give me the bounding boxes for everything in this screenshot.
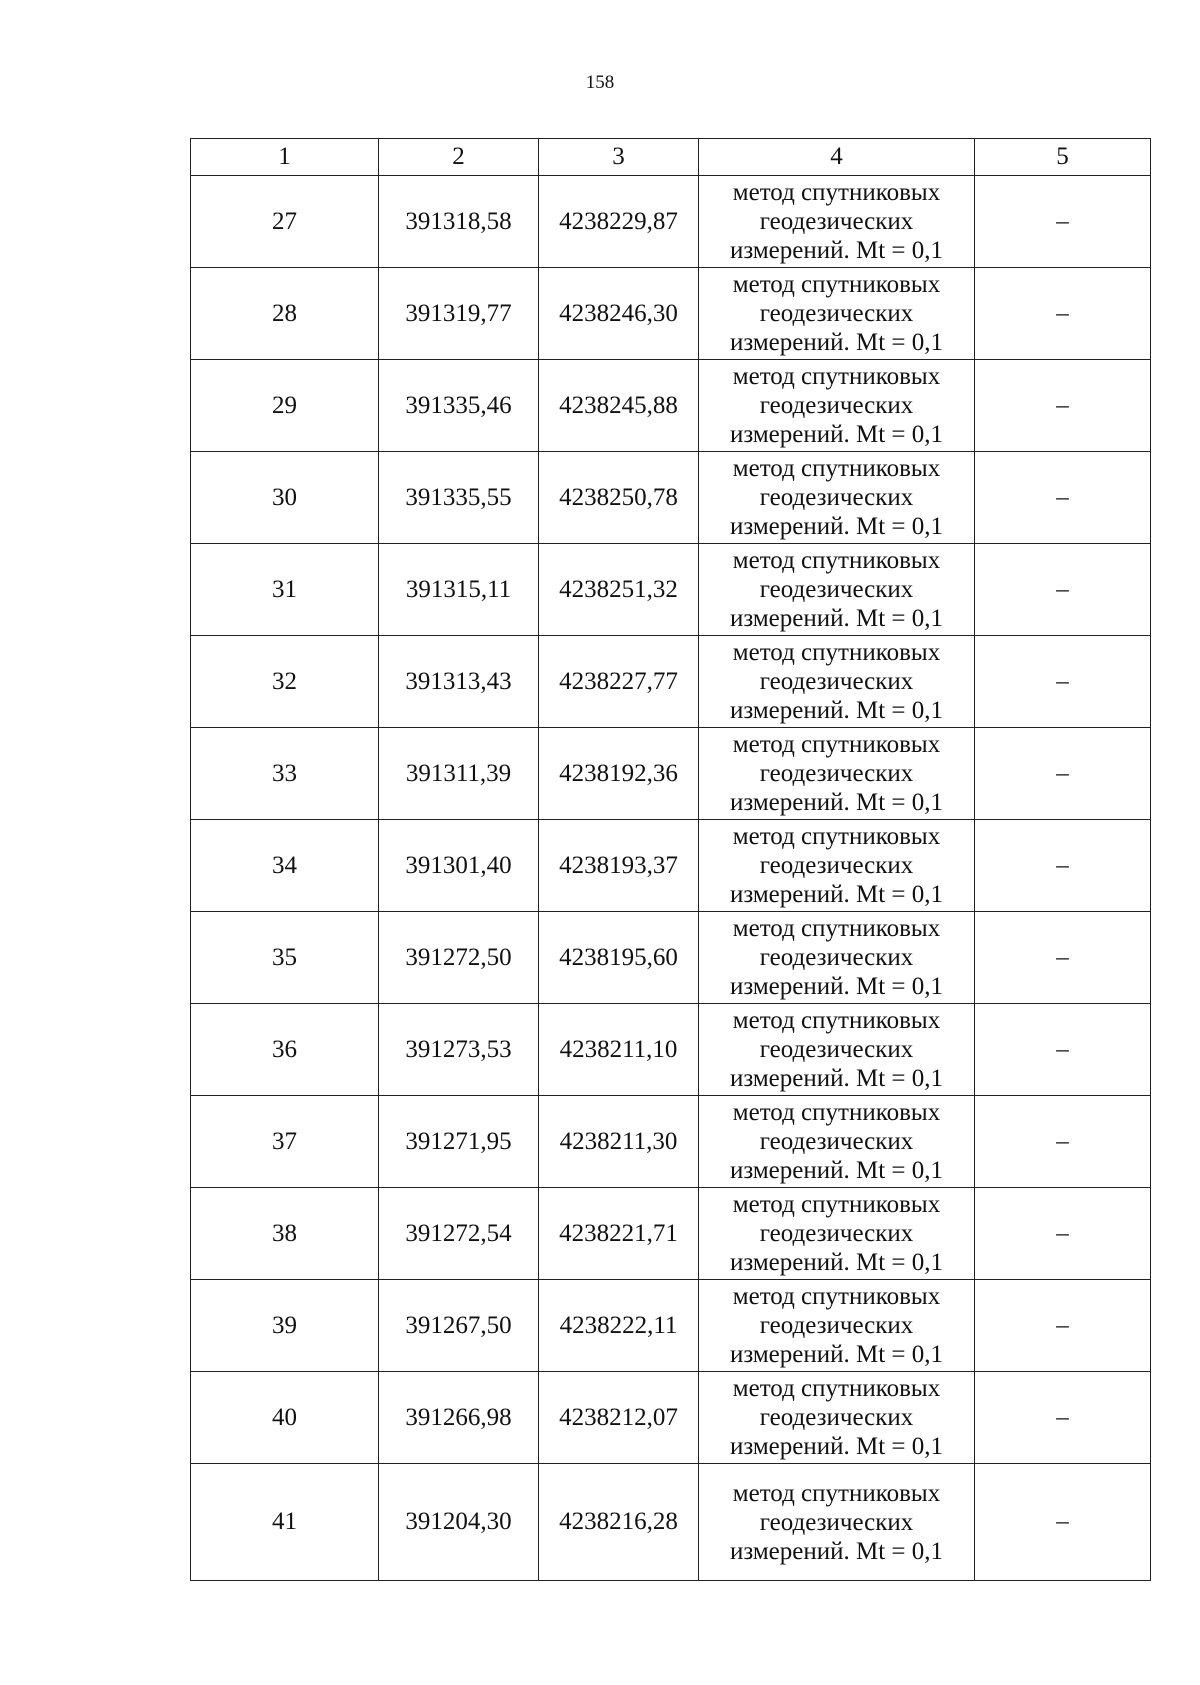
method-line-2: геодезических [759, 392, 914, 419]
coordinate-x: 391204,30 [379, 1464, 539, 1581]
method-line-1: метод спутниковых [732, 363, 941, 390]
coordinate-x: 391301,40 [379, 820, 539, 912]
description-cell: – [975, 728, 1151, 820]
coordinate-y: 4238212,07 [539, 1372, 699, 1464]
coordinate-x: 391315,11 [379, 544, 539, 636]
coordinate-x: 391266,98 [379, 1372, 539, 1464]
coordinate-x: 391271,95 [379, 1096, 539, 1188]
method-line-3: измерений. Mt = 0,1 [729, 973, 944, 1000]
method-cell [699, 452, 975, 544]
coordinate-y: 4238211,10 [539, 1004, 699, 1096]
method-cell [699, 1004, 975, 1096]
table-row [191, 1188, 1151, 1280]
method-line-2: геодезических [759, 1128, 914, 1155]
method-line-1: метод спутниковых [732, 179, 941, 206]
method-cell [699, 268, 975, 360]
method-cell [699, 912, 975, 1004]
table-row [191, 452, 1151, 544]
table-row [191, 1464, 1151, 1581]
method-line-2: геодезических [759, 1404, 914, 1431]
method-line-3: измерений. Mt = 0,1 [729, 789, 944, 816]
point-number: 41 [191, 1464, 379, 1581]
method-line-2: геодезических [759, 1508, 914, 1536]
point-number: 33 [191, 728, 379, 820]
method-cell [699, 1188, 975, 1280]
column-header-3: 3 [539, 139, 699, 176]
method-line-3: измерений. Mt = 0,1 [729, 1433, 944, 1460]
description-cell: – [975, 1004, 1151, 1096]
table-row [191, 728, 1151, 820]
coordinate-x: 391335,46 [379, 360, 539, 452]
method-cell [699, 1372, 975, 1464]
description-cell: – [975, 912, 1151, 1004]
method-line-2: геодезических [759, 1036, 914, 1063]
table-row [191, 820, 1151, 912]
coordinate-y: 4238245,88 [539, 360, 699, 452]
description-cell: – [975, 1188, 1151, 1280]
method-line-1: метод спутниковых [732, 547, 941, 574]
coordinate-y: 4238216,28 [539, 1464, 699, 1581]
coordinates-table [190, 138, 1151, 1581]
method-line-2: геодезических [759, 668, 914, 695]
method-line-1: метод спутниковых [732, 1283, 941, 1310]
method-line-2: геодезических [759, 1220, 914, 1247]
coordinate-x: 391272,54 [379, 1188, 539, 1280]
coordinate-y: 4238222,11 [539, 1280, 699, 1372]
table-row [191, 636, 1151, 728]
description-cell: – [975, 820, 1151, 912]
method-line-3: измерений. Mt = 0,1 [729, 1065, 944, 1092]
table-row [191, 360, 1151, 452]
point-number: 31 [191, 544, 379, 636]
coordinate-y: 4238211,30 [539, 1096, 699, 1188]
table-header-row [191, 139, 1151, 176]
description-cell: – [975, 360, 1151, 452]
method-line-3: измерений. Mt = 0,1 [729, 881, 944, 908]
method-line-1: метод спутниковых [732, 639, 941, 666]
coordinate-x: 391335,55 [379, 452, 539, 544]
page-number: 158 [585, 72, 615, 93]
method-line-3: измерений. Mt = 0,1 [729, 697, 944, 724]
column-header-5: 5 [975, 139, 1151, 176]
method-cell [699, 728, 975, 820]
description-cell: – [975, 636, 1151, 728]
point-number: 36 [191, 1004, 379, 1096]
method-cell [699, 1096, 975, 1188]
method-line-2: геодезических [759, 576, 914, 603]
coordinate-y: 4238229,87 [539, 176, 699, 268]
method-line-2: геодезических [759, 300, 914, 327]
table-row [191, 176, 1151, 268]
method-line-1: метод спутниковых [732, 1375, 941, 1402]
description-cell: – [975, 176, 1151, 268]
column-header-2: 2 [379, 139, 539, 176]
coordinate-x: 391272,50 [379, 912, 539, 1004]
table-row [191, 268, 1151, 360]
method-line-1: метод спутниковых [732, 1007, 941, 1034]
method-line-2: геодезических [759, 944, 914, 971]
method-line-1: метод спутниковых [732, 1479, 941, 1507]
coordinate-y: 4238192,36 [539, 728, 699, 820]
description-cell: – [975, 544, 1151, 636]
coordinate-y: 4238251,32 [539, 544, 699, 636]
method-cell [699, 176, 975, 268]
description-cell: – [975, 1096, 1151, 1188]
method-line-1: метод спутниковых [732, 455, 941, 482]
method-cell [699, 636, 975, 728]
point-number: 29 [191, 360, 379, 452]
method-line-1: метод спутниковых [732, 915, 941, 942]
point-number: 28 [191, 268, 379, 360]
method-line-3: измерений. Mt = 0,1 [729, 605, 944, 632]
method-cell [699, 1280, 975, 1372]
method-line-2: геодезических [759, 852, 914, 879]
method-line-3: измерений. Mt = 0,1 [729, 1157, 944, 1184]
coordinate-y: 4238195,60 [539, 912, 699, 1004]
coordinate-x: 391319,77 [379, 268, 539, 360]
method-cell [699, 820, 975, 912]
column-header-1: 1 [191, 139, 379, 176]
method-cell [699, 544, 975, 636]
method-line-2: геодезических [759, 484, 914, 511]
method-line-3: измерений. Mt = 0,1 [729, 329, 944, 356]
description-cell: – [975, 1464, 1151, 1581]
method-line-3: измерений. Mt = 0,1 [729, 1537, 944, 1565]
method-line-1: метод спутниковых [732, 271, 941, 298]
description-cell: – [975, 1280, 1151, 1372]
table-body [191, 176, 1151, 1581]
description-cell: – [975, 268, 1151, 360]
coordinate-x: 391273,53 [379, 1004, 539, 1096]
coordinate-x: 391313,43 [379, 636, 539, 728]
description-cell: – [975, 452, 1151, 544]
method-line-2: геодезических [759, 1312, 914, 1339]
point-number: 30 [191, 452, 379, 544]
point-number: 35 [191, 912, 379, 1004]
coordinate-y: 4238193,37 [539, 820, 699, 912]
description-cell: – [975, 1372, 1151, 1464]
coordinate-x: 391318,58 [379, 176, 539, 268]
coordinate-y: 4238227,77 [539, 636, 699, 728]
method-line-3: измерений. Mt = 0,1 [729, 1341, 944, 1368]
method-cell [699, 1464, 975, 1581]
point-number: 27 [191, 176, 379, 268]
table-row [191, 544, 1151, 636]
table-row [191, 1096, 1151, 1188]
table-row [191, 1280, 1151, 1372]
method-line-1: метод спутниковых [732, 1191, 941, 1218]
table-row [191, 1372, 1151, 1464]
coordinate-x: 391267,50 [379, 1280, 539, 1372]
method-line-3: измерений. Mt = 0,1 [729, 1249, 944, 1276]
method-cell [699, 360, 975, 452]
coordinate-x: 391311,39 [379, 728, 539, 820]
table-row [191, 912, 1151, 1004]
point-number: 40 [191, 1372, 379, 1464]
point-number: 39 [191, 1280, 379, 1372]
coordinate-y: 4238250,78 [539, 452, 699, 544]
point-number: 37 [191, 1096, 379, 1188]
point-number: 38 [191, 1188, 379, 1280]
table-row [191, 1004, 1151, 1096]
column-header-4: 4 [699, 139, 975, 176]
method-line-3: измерений. Mt = 0,1 [729, 237, 944, 264]
point-number: 34 [191, 820, 379, 912]
method-line-2: геодезических [759, 760, 914, 787]
method-line-1: метод спутниковых [732, 731, 941, 758]
coordinate-y: 4238246,30 [539, 268, 699, 360]
method-line-2: геодезических [759, 208, 914, 235]
coordinate-y: 4238221,71 [539, 1188, 699, 1280]
method-line-3: измерений. Mt = 0,1 [729, 513, 944, 540]
method-line-3: измерений. Mt = 0,1 [729, 421, 944, 448]
method-line-1: метод спутниковых [732, 823, 941, 850]
method-line-1: метод спутниковых [732, 1099, 941, 1126]
point-number: 32 [191, 636, 379, 728]
